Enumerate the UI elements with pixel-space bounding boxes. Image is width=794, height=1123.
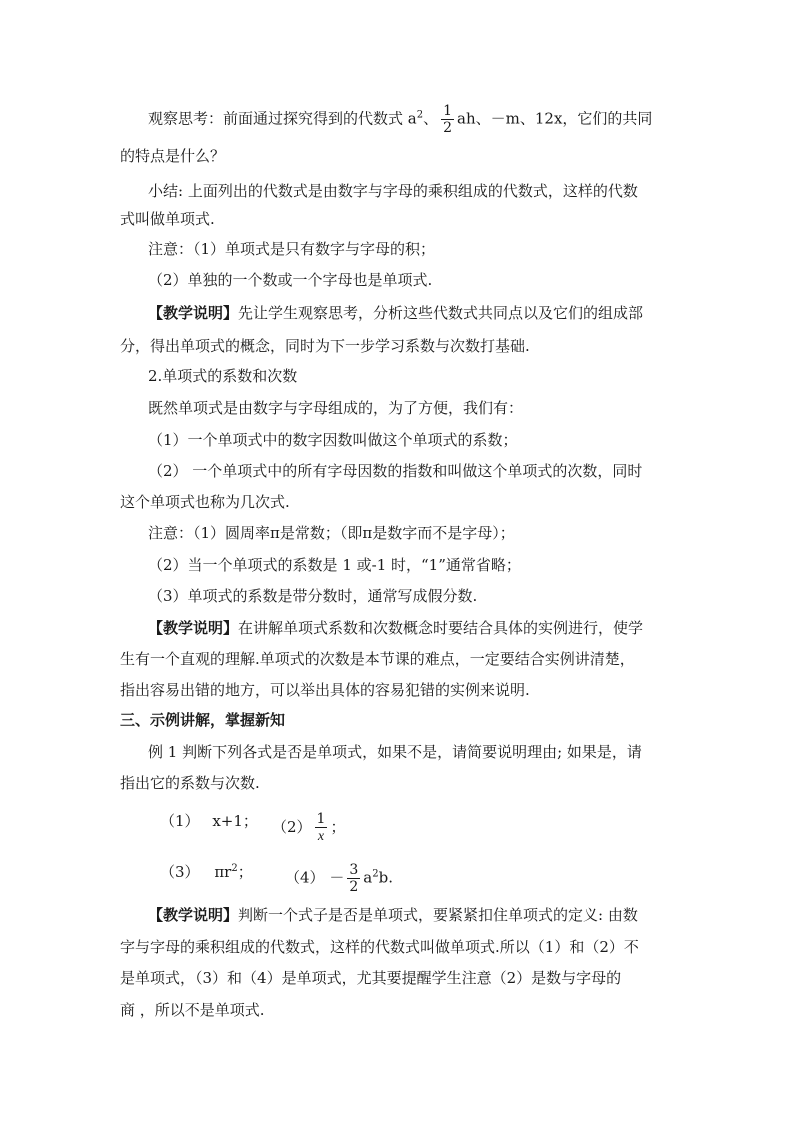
teaching-note-1-line-1	[148, 303, 643, 323]
item-tail: ；	[330, 818, 346, 836]
teaching-note-3-line-2: 字与字母的乘积组成的代数式，这样的代数式叫做单项式.所以（1）和（2）不	[120, 938, 639, 956]
exponent: 2	[231, 863, 238, 874]
teaching-note-tag: 【教学说明】	[148, 619, 239, 637]
teaching-note-1-line-2: 分，得出单项式的概念，同时为下一步学习系数与次数打基础.	[120, 337, 530, 355]
definition-1: （1）一个单项式中的数字因数叫做这个单项式的系数；	[148, 431, 518, 449]
definition-2-line-1: （2） 一个单项式中的所有字母因数的指数和叫做这个单项式的次数，同时	[148, 462, 643, 480]
teaching-note-text: 先让学生观察思考，分析这些代数式共同点以及它们的组成部	[238, 304, 644, 322]
minus-sign: －	[329, 868, 345, 887]
teaching-note-text: 判断一个式子是否是单项式，要紧紧扣住单项式的定义: 由数	[238, 906, 638, 924]
teaching-note-2-line-3: 指出容易出错的地方，可以举出具体的容易犯错的实例来说明.	[120, 681, 530, 699]
item-tail: ；	[237, 863, 253, 881]
note-3: 注意：（1）圆周率π是常数；（即π是数字而不是字母）；	[148, 524, 515, 542]
fraction-numerator: 3	[349, 862, 359, 878]
fraction-denominator: 2	[349, 879, 359, 895]
section-2-title: 2.单项式的系数和次数	[148, 367, 298, 385]
fraction-numerator: 1	[316, 811, 326, 827]
fraction-numerator: 1	[443, 103, 453, 119]
intro-line-2: 的特点是什么？	[120, 147, 226, 165]
intro-text-b: ah、－m、12x，它们的共同	[457, 109, 653, 128]
fraction-denominator	[315, 828, 328, 845]
teaching-note-tag: 【教学说明】	[148, 906, 239, 924]
teaching-note-2-line-1	[148, 618, 643, 638]
item-label: （4）	[285, 868, 325, 887]
example-item-2	[272, 811, 345, 845]
definition-2-line-2: 这个单项式也称为几次式.	[120, 493, 290, 511]
separator: 、	[423, 109, 439, 128]
exponent: 2	[416, 109, 424, 121]
example-item-4	[285, 862, 393, 895]
teaching-note-2-line-2: 生有一个直观的理解.单项式的次数是本节课的难点，一定要结合实例讲清楚，	[120, 650, 635, 668]
summary-line-2: 式叫做单项式.	[120, 210, 215, 228]
item-tail: b.	[378, 868, 393, 887]
note-5: （3）单项式的系数是带分数时，通常写成假分数.	[148, 587, 478, 605]
item-expression	[214, 863, 252, 881]
note-2: （2）单独的一个数或一个字母也是单项式.	[148, 271, 433, 289]
summary-line-1: 小结: 上面列出的代数式是由数字与字母的乘积组成的代数式，这样的代数	[148, 182, 638, 200]
teaching-note-tag: 【教学说明】	[148, 304, 239, 322]
example-item-1	[160, 811, 258, 831]
example-item-3	[160, 862, 253, 882]
note-1: 注意：（1）单项式是只有数字与字母的积；	[148, 240, 436, 258]
exponent: 2	[372, 868, 379, 880]
expr-text: πr	[214, 863, 232, 881]
fraction-denominator: 2	[443, 120, 453, 136]
item-label: （2）	[272, 818, 312, 836]
variable-x: x	[317, 829, 325, 844]
item-expression: x+1；	[212, 812, 258, 830]
fraction-half	[441, 103, 454, 136]
fraction-one-over-x	[315, 811, 328, 845]
intro-text-a: 观察思考：前面通过探究得到的代数式 a	[148, 109, 417, 128]
note-4: （2）当一个单项式的系数是 1 或-1 时，“1”通常省略；	[148, 556, 521, 574]
teaching-note-3-line-1	[148, 905, 638, 925]
teaching-note-3-line-4: 商 ，所以不是单项式.	[120, 1001, 265, 1019]
fraction-three-halves	[347, 862, 360, 895]
teaching-note-text: 在讲解单项式系数和次数概念时要结合具体的实例进行，使学	[238, 619, 644, 637]
item-label: （1）	[160, 812, 200, 830]
intro-line-1	[148, 103, 652, 136]
section-3-title: 三、示例讲解，掌握新知	[120, 711, 286, 729]
item-label: （3）	[160, 863, 200, 881]
expr-text: a	[363, 868, 373, 887]
example-1-line-2: 指出它的系数与次数.	[120, 774, 260, 792]
example-1-line-1: 例 1 判断下列各式是否是单项式，如果不是，请简要说明理由; 如果是，请	[148, 743, 642, 761]
section-2-intro: 既然单项式是由数字与字母组成的，为了方便，我们有：	[148, 399, 524, 417]
teaching-note-3-line-3: 是单项式，（3）和（4）是单项式，尤其要提醒学生注意（2）是数与字母的	[120, 969, 622, 987]
